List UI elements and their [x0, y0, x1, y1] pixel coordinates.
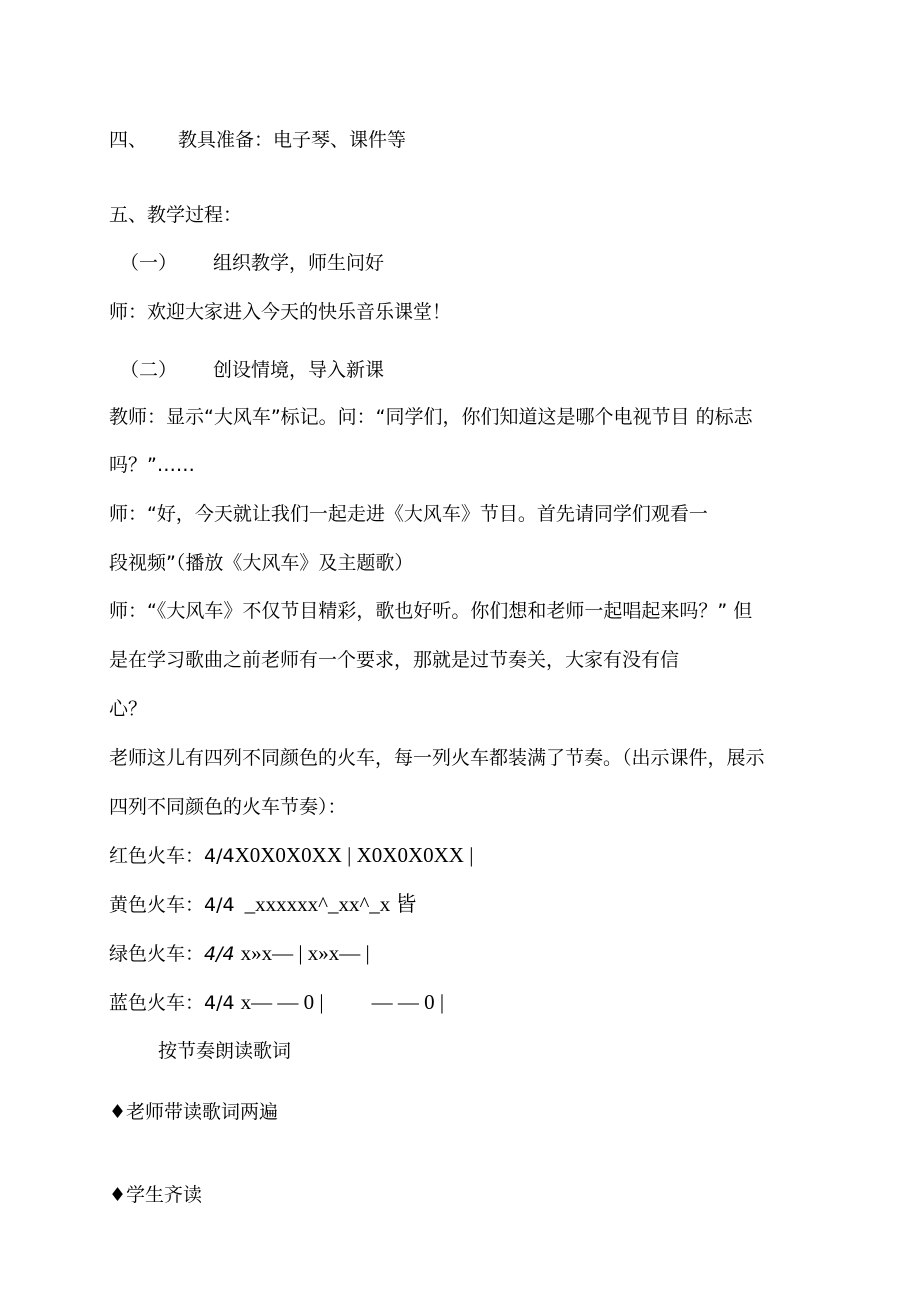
section-4-number: 四、 — [109, 129, 148, 151]
paragraph-4-line-2: 四列不同颜色的火车节奏）： — [109, 796, 347, 818]
step-1-number: （一） — [120, 252, 178, 274]
step-2-title: 创设情境，导入新课 — [213, 359, 385, 381]
reading-bullet-1: ♦老师带读歌词两遍 — [109, 1101, 279, 1123]
red-train-label: 红色火车： — [109, 845, 205, 867]
paragraph-1-line-2: 吗？”…… — [109, 454, 195, 476]
step-1-title: 组织教学，师生问好 — [213, 252, 385, 274]
paragraph-3-line-1: 师：“《大风车》不仅节目精彩，歌也好听。你们想和老师一起唱起来吗？” 但 — [109, 600, 753, 622]
section-5-heading: 五、教学过程： — [109, 204, 243, 226]
step-1-line: 师：欢迎大家进入今天的快乐音乐课堂！ — [109, 301, 452, 323]
red-train-rhythm: X0X0X0XX | X0X0X0XX | — [234, 843, 474, 867]
green-train-meter: 4/4 — [204, 943, 235, 965]
blue-train-meter: 4/4 — [204, 992, 235, 1014]
blue-train-rhythm-b: — — 0 | — [371, 990, 445, 1014]
blue-train-label: 蓝色火车： — [109, 992, 205, 1014]
yellow-train-label: 黄色火车： — [109, 894, 205, 916]
yellow-train-rhythm: _xxxxxx^_xx^_x 皆 — [244, 892, 417, 916]
section-4-text: 教具准备：电子琴、课件等 — [178, 129, 407, 151]
paragraph-4-line-1: 老师这儿有四列不同颜色的火车，每一列火车都装满了节奏。（出示课件，展示 — [109, 747, 765, 769]
red-train-meter: 4/4 — [204, 845, 235, 867]
green-train-rhythm: x»x— | x»x— | — [240, 941, 370, 965]
red-train-row — [109, 843, 473, 868]
step-2-number: （二） — [120, 359, 178, 381]
blue-train-row — [109, 990, 444, 1015]
paragraph-3-line-2: 是在学习歌曲之前老师有一个要求，那就是过节奏关，大家有没有信 — [109, 649, 680, 671]
reading-bullet-2: ♦学生齐读 — [109, 1184, 203, 1206]
paragraph-2-line-2: 段视频”（播放《大风车》及主题歌） — [109, 552, 414, 574]
blue-train-rhythm-a: x— — 0 | — [240, 990, 324, 1014]
green-train-row — [109, 941, 370, 966]
paragraph-3-line-3: 心？ — [109, 698, 148, 720]
yellow-train-row — [109, 892, 417, 917]
reading-heading: 按节奏朗读歌词 — [158, 1040, 292, 1062]
yellow-train-meter: 4/4 — [204, 894, 235, 916]
paragraph-2-line-1: 师：“好，今天就让我们一起走进《大风车》节目。首先请同学们观看一 — [109, 503, 708, 525]
green-train-label: 绿色火车： — [109, 943, 205, 965]
paragraph-1-line-1: 教师：显示“大风车”标记。问：“同学们，你们知道这是哪个电视节目 的标志 — [109, 406, 753, 428]
